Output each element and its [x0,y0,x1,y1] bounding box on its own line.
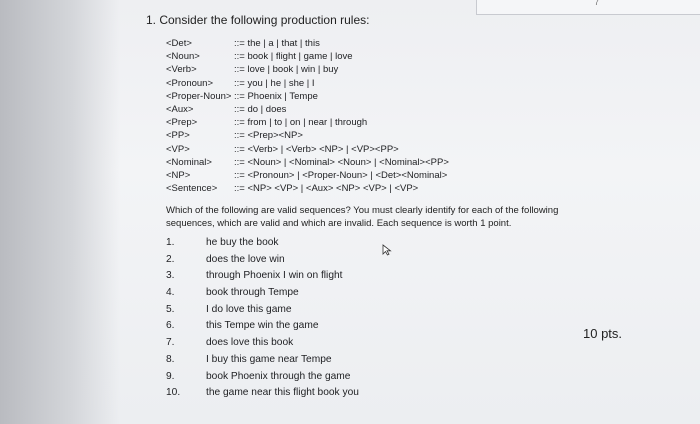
item-number: 3. [166,270,175,282]
rule-rhs: ::= do | does [234,103,287,115]
item-text: I do love this game [206,303,292,315]
rule-rhs: ::= book | flight | game | love [234,51,353,63]
question-prompt: Which of the following are valid sequences? You must clearly identify for each of the following sequences, which are valid and which are invalid. Each sequence is worth 1 point. [166,205,559,229]
rule-rhs: ::= the | a | that | this [234,38,320,49]
rule-lhs: <Noun> [166,51,200,63]
item-text: this Tempe win the game [206,320,319,332]
item-number: 1. [166,237,175,248]
item-text: does the love win [206,253,285,265]
item-number: 2. [166,253,175,265]
item-text: book through Tempe [206,287,299,299]
points-label: 10 pts. [583,326,623,341]
rule-lhs: <Nominal> [166,156,212,168]
item-number: 7. [166,337,175,349]
rule-lhs: <PP> [166,130,190,142]
rule-lhs: <Verb> [166,64,197,76]
rule-rhs: ::= <Pronoun> | <Proper-Noun> | <Det><Nominal> [234,169,448,181]
mouse-pointer-icon [382,244,392,256]
answer-box-mark: 7 [594,0,599,7]
page-shadow [0,0,120,424]
item-number: 10. [166,387,181,399]
rule-rhs: ::= from | to | on | near | through [234,117,368,129]
rule-rhs: ::= <Prep><NP> [234,130,303,142]
rule-lhs: <Det> [166,38,192,49]
item-text: I buy this game near Tempe [206,353,332,365]
item-number: 6. [166,320,175,332]
rule-lhs: <Aux> [166,103,194,115]
item-text: does love this book [206,337,294,349]
item-number: 9. [166,370,175,382]
item-text: the game near this flight book you [206,387,359,399]
item-number: 5. [166,303,175,315]
item-text: through Phoenix I win on flight [206,270,343,282]
answer-box [476,0,700,15]
item-text: he buy the book [206,237,279,248]
rule-rhs: ::= <Verb> | <Verb> <NP> | <VP><PP> [234,143,399,155]
item-text: book Phoenix through the game [206,370,351,382]
rule-lhs: <VP> [166,143,190,155]
item-number: 4. [166,287,175,299]
item-number: 8. [166,353,175,365]
rule-lhs: <Sentence> [166,183,218,195]
question-title: 1. Consider the following production rules: [146,13,370,27]
rule-rhs: ::= love | book | win | buy [234,64,339,76]
rule-rhs: ::= Phoenix | Tempe [234,90,318,102]
rule-rhs: ::= <NP> <VP> | <Aux> <NP> <VP> | <VP> [234,183,419,195]
rule-lhs: <NP> [166,169,191,181]
rule-rhs: ::= you | he | she | I [234,77,315,89]
rule-rhs: ::= <Noun> | <Nominal> <Noun> | <Nominal><PP> [234,156,449,168]
rule-lhs: <Pronoun> [166,77,214,89]
rule-lhs: <Proper-Noun> [166,90,232,102]
rule-lhs: <Prep> [166,117,198,129]
